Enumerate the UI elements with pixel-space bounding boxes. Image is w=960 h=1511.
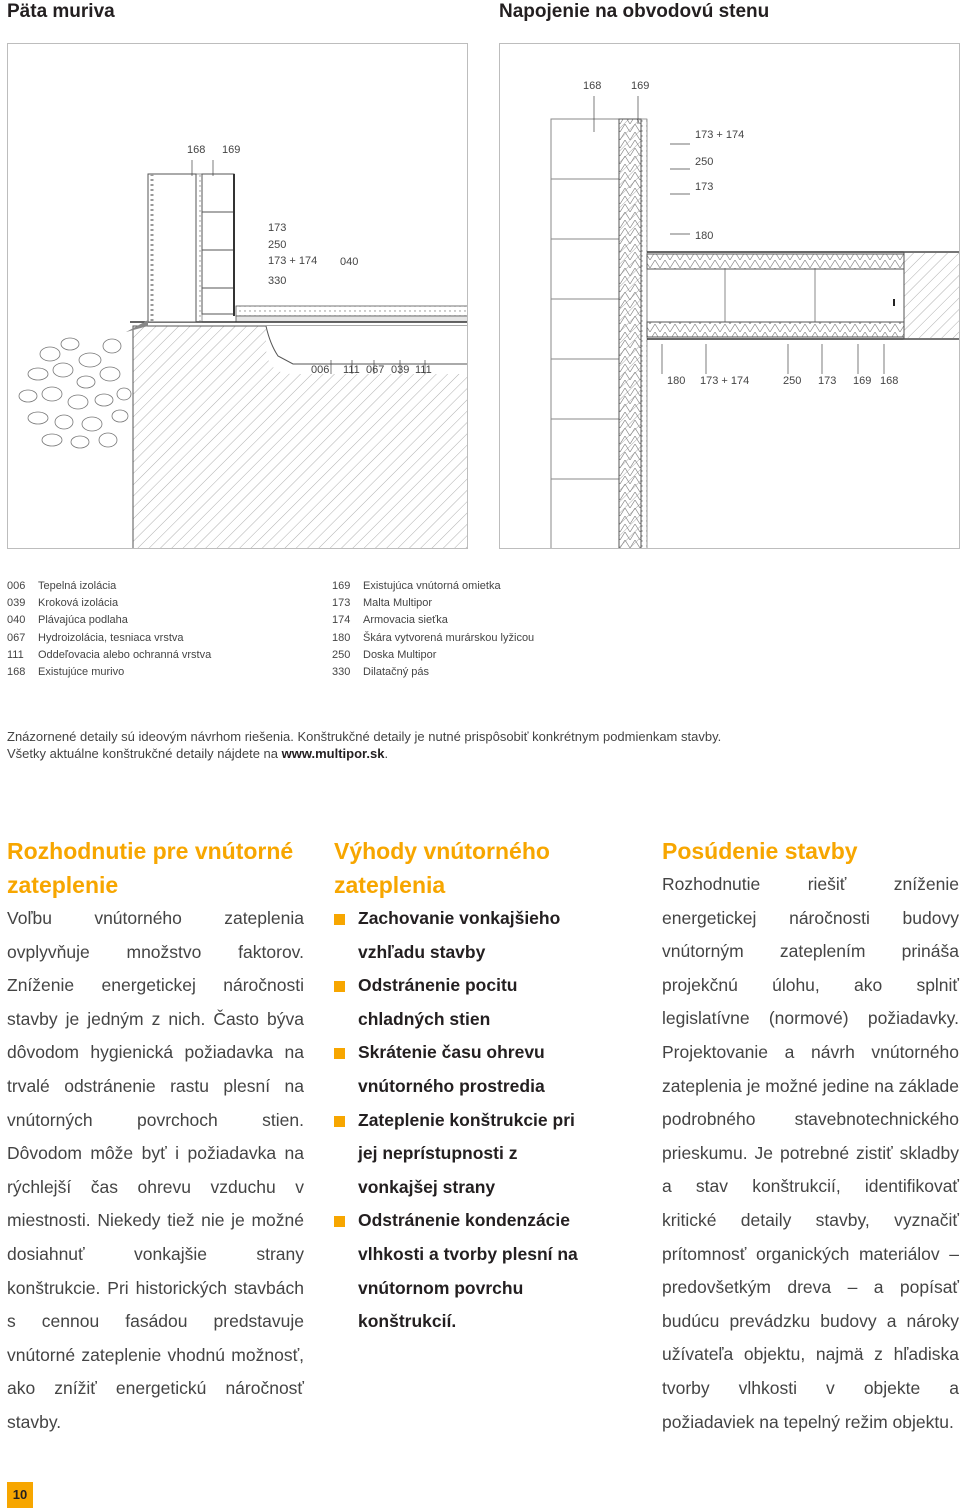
diagram-wall-junction <box>499 43 960 549</box>
label-040: 040 <box>340 256 359 268</box>
legend-code: 040 <box>7 614 26 627</box>
list-item <box>334 1204 599 1338</box>
label-rb-169: 169 <box>853 375 872 387</box>
label-330: 330 <box>268 275 287 287</box>
legend-item <box>332 630 534 647</box>
legend-item <box>332 647 534 664</box>
advantages-list <box>334 902 599 1339</box>
legend-code: 250 <box>332 648 351 661</box>
label-111a: 111 <box>343 364 360 376</box>
legend-code: 067 <box>7 631 26 644</box>
legend-code: 173 <box>332 597 351 610</box>
note-suffix: . <box>384 746 389 761</box>
legend-code: 039 <box>7 597 26 610</box>
wall-junction-drawing <box>500 44 960 549</box>
label-173-174: 173 + 174 <box>268 255 318 267</box>
bullet-square-icon <box>334 1216 345 1227</box>
legend-left <box>7 578 211 681</box>
label-169: 169 <box>222 144 241 156</box>
legend-code: 168 <box>7 666 26 679</box>
label-r-169: 169 <box>631 80 650 92</box>
list-item-text: Odstránenie kondenzácie vlhkosti a tvorby plesní na vnútornom povrchu konštrukcií. <box>358 1210 578 1332</box>
wall-foot-drawing <box>8 44 468 549</box>
label-rb-250: 250 <box>783 375 802 387</box>
list-item <box>334 1104 599 1205</box>
legend-item <box>332 578 534 595</box>
label-067: 067 <box>366 364 385 376</box>
column-heading: Výhody vnútorného zateplenia <box>334 838 550 898</box>
label-168: 168 <box>187 144 206 156</box>
legend-code: 174 <box>332 614 351 627</box>
column-decision <box>7 834 304 1440</box>
column-assessment <box>662 834 959 1439</box>
label-rb-173: 173 <box>818 375 837 387</box>
legend-text: Hydroizolácia, tesniaca vrstva <box>38 631 184 644</box>
list-item <box>334 1036 599 1103</box>
list-item <box>334 969 599 1036</box>
label-r-173: 173 <box>695 181 714 193</box>
legend-text: Malta Multipor <box>363 597 433 610</box>
list-item-text: Odstránenie pocitu chladných stien <box>358 975 518 1029</box>
legend-text: Škára vytvorená murárskou lyžicou <box>363 631 535 644</box>
bullet-square-icon <box>334 981 345 992</box>
legend-code: 180 <box>332 631 351 644</box>
note-line-2 <box>7 745 721 762</box>
legend-text: Oddeľovacia alebo ochranná vrstva <box>38 648 212 661</box>
legend-item <box>7 578 211 595</box>
page-number: 10 <box>7 1482 33 1508</box>
note-prefix: Všetky aktuálne konštrukčné detaily nájdete na <box>7 746 282 761</box>
legend-text: Kroková izolácia <box>38 597 119 610</box>
label-250: 250 <box>268 239 287 251</box>
legend-text: Tepelná izolácia <box>38 580 117 592</box>
legend-item <box>7 630 211 647</box>
legend-text: Existujúce murivo <box>38 666 125 679</box>
column-body: Rozhodnutie riešiť zníženie energetickej náročnosti budovy vnútorným zateplením prináša projekčnú úlohu, ako splniť legislatívne (normové) požiadavky. Projektovanie a návrh vnútorného zateplenia je možné jedine na základe podrobného stavebnotechnického prieskumu. Je potrebné zistiť skladby a stav konštrukcií, identifikovať kritické detaily stavby, vyznačiť prítomnosť organických materiálov – predovšetkým dreva – a popísať budúcu prevádzku budovy a nároky užívateľa objektu, najmä z hľadiska tvorby vlhkosti v objekte a požiadaviek na tepelný režim objektu. <box>662 874 959 1432</box>
legend-text: Dilatačný pás <box>363 666 430 679</box>
label-rb-180: 180 <box>667 375 686 387</box>
column-heading: Posúdenie stavby <box>662 838 858 864</box>
diagram-wall-foot <box>7 43 468 549</box>
label-r-173-174: 173 + 174 <box>695 129 745 141</box>
list-item-text: Skrátenie času ohrevu vnútorného prostredia <box>358 1042 545 1096</box>
label-r-180: 180 <box>695 230 714 242</box>
list-item-text: Zateplenie konštrukcie pri jej neprístupnosti z vonkajšej strany <box>358 1109 575 1197</box>
gravel-fill <box>19 338 131 448</box>
bullet-square-icon <box>334 914 345 925</box>
legend-code: 111 <box>7 648 24 661</box>
disclaimer-note <box>7 728 721 762</box>
note-line-1: Znázornené detaily sú ideovým návrhom riešenia. Konštrukčné detaily je nutné prispôsobiť konkrétnym podmienkam stavby. <box>7 729 722 744</box>
legend-item <box>7 647 211 664</box>
legend-text: Plávajúca podlaha <box>38 614 128 627</box>
label-111b: 111 <box>415 364 432 376</box>
legend-code: 330 <box>332 666 351 679</box>
legend-item <box>332 664 534 681</box>
legend-text: Armovacia sieťka <box>363 614 448 627</box>
legend-item <box>7 612 211 629</box>
label-006: 006 <box>311 364 330 376</box>
legend-item <box>7 595 211 612</box>
label-r-250: 250 <box>695 156 714 168</box>
column-heading: Rozhodnutie pre vnútorné zateplenie <box>7 838 294 898</box>
section-title-right: Napojenie na obvodovú stenu <box>499 1 770 22</box>
label-rb-173-174: 173 + 174 <box>700 375 750 387</box>
column-body: Voľbu vnútorného zateplenia ovplyvňuje množstvo faktorov. Zníženie energetickej náročnosti stavby je jedným z nich. Často býva dôvodom hygienická požiadavka na trvalé odstránenie rastu plesní na vnútorných povrchoch stien. Dôvodom môže byť i požiadavka na rýchlejší čas ohrevu vzduchu v miestnosti. Niekedy tiež nie je možné dosiahnuť vonkajšie strany konštrukcie. Pri historických stavbách s cennou fasádou predstavuje vnútorné zateplenie vhodnú možnosť, ako znížiť energetickú náročnosť stavby. <box>7 908 304 1432</box>
label-r-168: 168 <box>583 80 602 92</box>
list-item <box>334 902 599 969</box>
legend-text: Existujúca vnútorná omietka <box>363 580 501 592</box>
legend-item <box>332 612 534 629</box>
column-advantages <box>334 834 599 1339</box>
label-039: 039 <box>391 364 410 376</box>
bullet-square-icon <box>334 1048 345 1059</box>
bullet-square-icon <box>334 1116 345 1127</box>
legend-right <box>332 578 534 681</box>
legend-text: Doska Multipor <box>363 648 437 661</box>
legend-code: 169 <box>332 580 351 592</box>
legend-item <box>7 664 211 681</box>
legend-item <box>332 595 534 612</box>
section-title-left: Päta muriva <box>7 1 115 22</box>
label-173: 173 <box>268 222 287 234</box>
list-item-text: Zachovanie vonkajšieho vzhľadu stavby <box>358 908 561 962</box>
legend-code: 006 <box>7 580 26 592</box>
website-link[interactable]: www.multipor.sk <box>281 746 385 761</box>
label-rb-168: 168 <box>880 375 899 387</box>
